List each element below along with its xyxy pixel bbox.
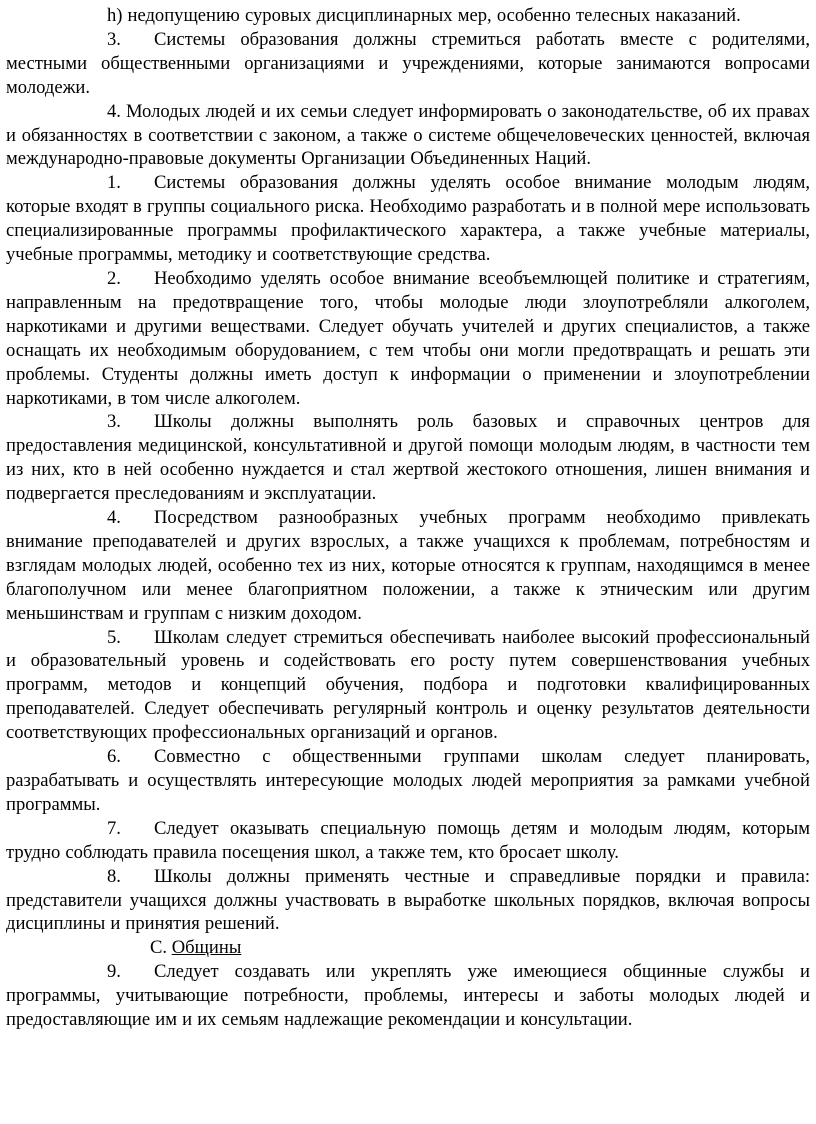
paragraph-text: Следует оказывать специальную помощь детям и молодым людям, которым трудно соблюдать правила посещения школ, а также тем, кто бросает школу. bbox=[6, 817, 810, 863]
paragraph-9-community-services bbox=[6, 960, 810, 1032]
paragraph-number: 4. bbox=[107, 100, 121, 122]
paragraph-text: Следует создавать или укреплять уже имеющиеся общинные службы и программы, учитывающие потребности, проблемы, интересы и заботы молодых людей и предоставляющие им и их семьям надлежащие рекомендации и консультации. bbox=[6, 961, 810, 1031]
paragraph-h bbox=[6, 4, 810, 28]
paragraph-4-educational-programs bbox=[6, 506, 810, 626]
paragraph-number: h) bbox=[107, 5, 123, 26]
paragraph-6-extracurricular bbox=[6, 745, 810, 817]
paragraph-3-support-centers bbox=[6, 410, 810, 506]
paragraph-text: недопущению суровых дисциплинарных мер, особенно телесных наказаний. bbox=[127, 5, 741, 26]
paragraph-8-fair-rules bbox=[6, 865, 810, 937]
paragraph-number: 3. bbox=[107, 28, 121, 50]
paragraph-text: Совместно с общественными группами школам следует планировать, разрабатывать и осуществлять интересующие молодых людей мероприятия за рамками учебной программы. bbox=[6, 746, 810, 815]
paragraph-text: Школы должны применять честные и справедливые порядки и правила: представители учащихся должны участвовать в выработке школьных порядков, включая вопросы дисциплины и принятия решений. bbox=[6, 865, 810, 935]
paragraph-text: Системы образования должны стремиться работать вместе с родителями, местными общественными организациями и учреждениями, которые занимаются вопросами молодежи. bbox=[6, 28, 810, 98]
paragraph-3-parents bbox=[6, 28, 810, 100]
paragraph-number: 8. bbox=[107, 865, 121, 887]
paragraph-number: 7. bbox=[107, 817, 121, 839]
paragraph-1-risk-groups bbox=[6, 171, 810, 267]
paragraph-text: Системы образования должны уделять особое внимание молодым людям, которые входят в группы социального риска. Необходимо разработать и в полной мере использовать специализированные программы профилактического характера, а также учебные материалы, учебные программы, методику и соответствующие средства. bbox=[6, 172, 810, 266]
section-heading-communities bbox=[6, 936, 810, 960]
section-letter: C. bbox=[150, 937, 168, 959]
paragraph-text: Посредством разнообразных учебных программ необходимо привлекать внимание преподавателей и других взрослых, а также учащихся к проблемам, потребностям и взглядам молодых людей, особенно тех из них, которые относятся к группам, находящимся в менее благополучном или менее благоприятном положении, а также к этническим или другим меньшинствам и группам с низким доходом. bbox=[6, 507, 810, 624]
paragraph-2-substance-prevention bbox=[6, 267, 810, 410]
paragraph-number: 1. bbox=[107, 172, 121, 194]
section-title: Общины bbox=[171, 937, 242, 959]
paragraph-number: 9. bbox=[107, 961, 121, 983]
paragraph-number: 2. bbox=[107, 267, 121, 289]
paragraph-number: 5. bbox=[107, 626, 121, 648]
paragraph-4-legislation bbox=[6, 100, 810, 172]
paragraph-text: Молодых людей и их семьи следует информировать о законодательстве, об их правах и обязанностях в соответствии с законом, а также о системе общечеловеческих ценностей, включая международно-правовые документы Организации Объединенных Наций. bbox=[6, 100, 810, 170]
paragraph-5-professional-level bbox=[6, 626, 810, 746]
paragraph-number: 3. bbox=[107, 411, 121, 433]
paragraph-number: 6. bbox=[107, 746, 121, 768]
paragraph-7-special-help bbox=[6, 817, 810, 865]
paragraph-text: Школы должны выполнять роль базовых и справочных центров для предоставления медицинской, консультативной и другой помощи молодым людям, в частности тем из них, кто в ней особенно нуждается и стал жертвой жестокого отношения, лишен внимания и подвергается преследованиям и эксплуатации. bbox=[6, 411, 810, 505]
paragraph-number: 4. bbox=[107, 507, 121, 529]
paragraph-text: Школам следует стремиться обеспечивать наиболее высокий профессиональный и образовательный уровень и содействовать его росту путем совершенствования учебных программ, методов и концепций обучения, подбора и подготовки квалифицированных преподавателей. Следует обеспечивать регулярный контроль и оценку результатов деятельности соответствующих профессиональных организаций и органов. bbox=[6, 626, 810, 744]
paragraph-text: Необходимо уделять особое внимание всеобъемлющей политике и стратегиям, направленным на предотвращение того, чтобы молодые люди злоупотребляли алкоголем, наркотиками и другими веществами. Следует обучать учителей и других специалистов, а также оснащать их необходимым оборудованием, с тем чтобы они могли предотвращать и решать эти проблемы. Студенты должны иметь доступ к информации о применении и злоупотреблении наркотиками, в том числе алкоголем. bbox=[6, 267, 810, 409]
